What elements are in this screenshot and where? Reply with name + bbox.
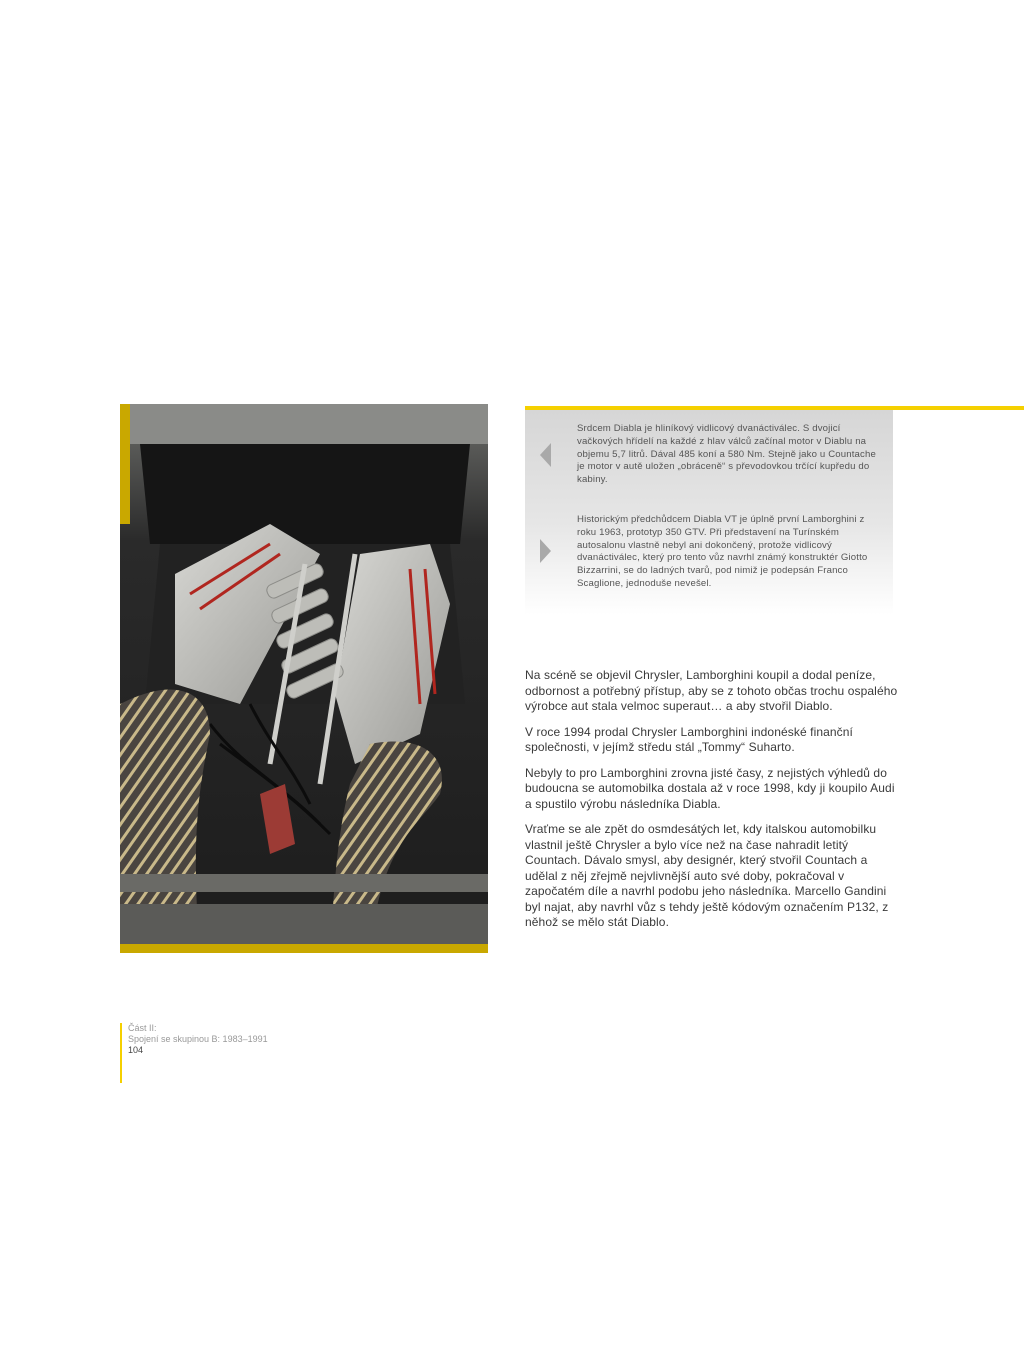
engine-photo <box>120 404 488 953</box>
left-arrow-icon <box>540 443 551 467</box>
article-body <box>525 668 900 941</box>
caption-box <box>525 410 893 615</box>
footer-part: Část II: <box>128 1023 157 1033</box>
paragraph: Vraťme se ale zpět do osmdesátých let, kdy italskou automobilku vlastnil ještě Chrysler a bylo více než na čase nahradit letitý Countach. Dávalo smysl, aby designér, který stvořil Countach a udělal z něj zřejmě nejvlivnější auto své doby, pokračoval v započatém díle a navrhl podobu jeho následníka. Marcello Gandini byl najat, aby navrhl vůz s tehdy ještě kódovým označením P132, z něhož se mělo stát Diablo. <box>525 822 889 929</box>
paragraph: Na scéně se objevil Chrysler, Lamborghini koupil a dodal peníze, odbornost a potřebný přístup, aby se z tohoto občas trochu ospalého výrobce aut stala velmoc superaut… a aby stvořil Diablo. <box>525 668 898 713</box>
caption-history: Historickým předchůdcem Diabla VT je úplně první Lamborghini z roku 1963, prototyp 350 GTV. Při představení na Turínském autosalonu vlastně nebyl ani dokončený, protože vidlicový dvanáctiválec, který pro tento vůz navrhl známý konstruktér Giotto Bizzarrini, se do ladných tvarů, pod nimiž je podepsán Franco Scaglione, jednoduše nevešel. <box>577 514 868 589</box>
footer-section: Spojení se skupinou B: 1983–1991 <box>128 1034 268 1044</box>
caption-engine: Srdcem Diabla je hliníkový vidlicový dvanáctiválec. S dvojicí vačkových hřídelí na každé z hlav válců začínal motor v Diablu na objemu 5,7 litrů. Dával 485 koní a 580 Nm. Stejně jako u Countache je motor v autě uložen „obráceně“ s převodovkou trčící kupředu do kabiny. <box>577 423 876 486</box>
right-arrow-icon <box>540 539 551 563</box>
page-footer <box>120 1023 268 1083</box>
paragraph: V roce 1994 prodal Chrysler Lamborghini indonéské finanční společnosti, v jejímž středu stál „Tommy“ Suharto. <box>525 724 853 754</box>
page-number: 104 <box>128 1045 144 1055</box>
paragraph: Nebyly to pro Lamborghini zrovna jisté časy, z nejistých výhledů do budoucna se automobilka dostala až v roce 1998, kdy ji koupilo Audi a spustilo výrobu následníka Diabla. <box>525 765 895 811</box>
engine-illustration <box>120 404 488 953</box>
